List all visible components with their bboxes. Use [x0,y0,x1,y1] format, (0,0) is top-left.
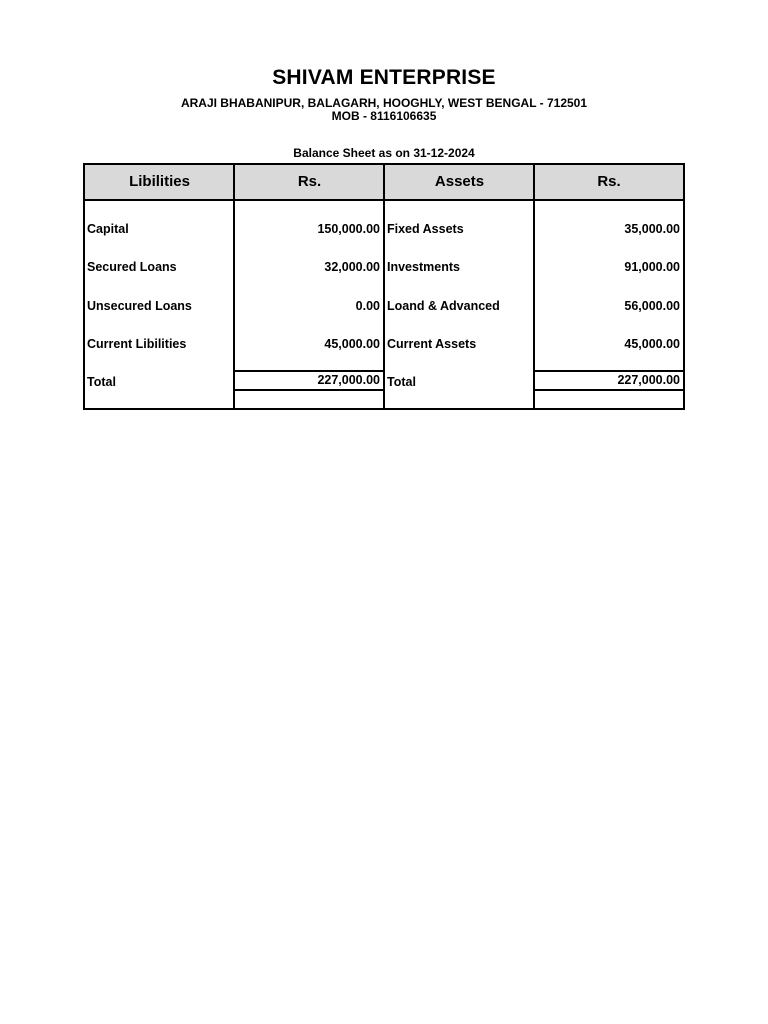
asset-amount: 45,000.00 [624,337,680,351]
company-name: SHIVAM ENTERPRISE [272,66,496,89]
liability-label: Current Libilities [87,337,187,351]
asset-label: Investments [387,260,460,274]
balance-sheet-table [83,163,685,410]
header-liabilities: Libilities [129,173,190,190]
liability-amount: 150,000.00 [317,222,380,236]
total-border-bottom [535,389,683,391]
liability-total-amount: 227,000.00 [317,373,380,387]
company-mobile: MOB - 8116106635 [331,109,437,123]
column-divider [383,165,385,408]
asset-total-label: Total [387,375,416,389]
asset-label: Loand & Advanced [387,299,500,313]
asset-amount: 35,000.00 [624,222,680,236]
header-assets-amount: Rs. [597,173,621,190]
asset-amount: 91,000.00 [624,260,680,274]
liability-total-label: Total [87,375,116,389]
asset-total-amount: 227,000.00 [617,373,680,387]
asset-label: Current Assets [387,337,477,351]
asset-label: Fixed Assets [387,222,464,236]
liability-label: Secured Loans [87,260,177,274]
company-address: ARAJI BHABANIPUR, BALAGARH, HOOGHLY, WEST BENGAL - 712501 [180,96,588,110]
asset-amount: 56,000.00 [624,299,680,313]
liability-amount: 0.00 [355,299,380,313]
balance-sheet-caption: Balance Sheet as on 31-12-2024 [293,146,475,160]
liability-label: Capital [87,222,129,236]
total-border-bottom [235,389,383,391]
liability-label: Unsecured Loans [87,299,192,313]
header-assets: Assets [434,173,485,190]
liability-amount: 32,000.00 [324,260,380,274]
liability-amount: 45,000.00 [324,337,380,351]
header-liabilities-amount: Rs. [297,173,322,190]
